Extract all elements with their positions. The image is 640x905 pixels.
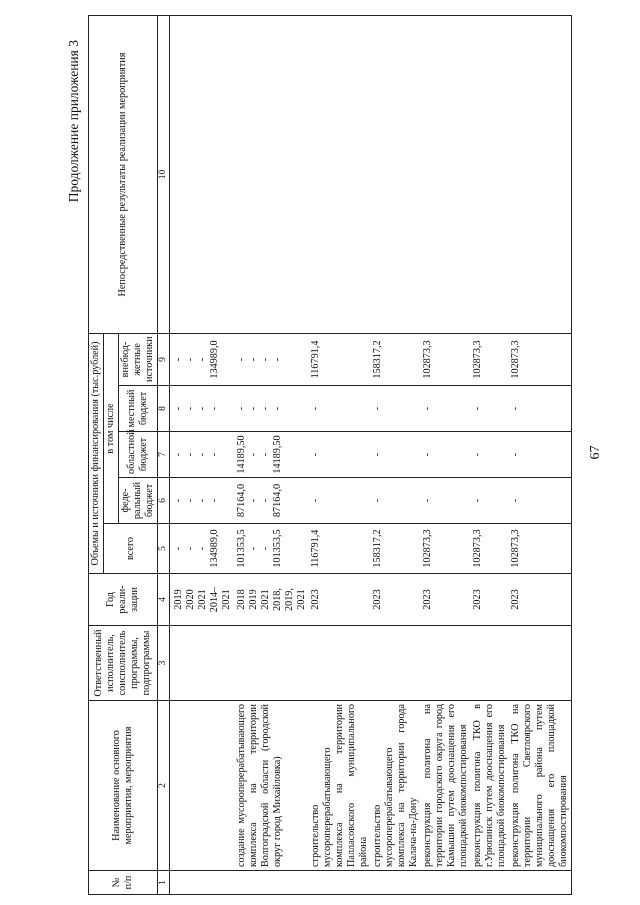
cell-ext — [371, 333, 421, 385]
cell-loc — [509, 386, 572, 432]
cell-total — [170, 524, 235, 574]
table-row — [235, 16, 309, 895]
cell-result — [421, 16, 471, 334]
cell-value: 158317,2 — [371, 529, 383, 568]
cell-activity-name: строительство мусороперерабатывающего комплекса на территории города Калача-на-Дону — [371, 701, 421, 871]
cell-value: 2021 — [197, 589, 209, 610]
cell-value: 2018, 2019, 2021 — [271, 588, 307, 611]
column-number: 1 — [158, 871, 170, 895]
cell-value: 2021 — [259, 589, 271, 610]
cell-value: - — [510, 452, 522, 457]
cell-ext — [235, 333, 309, 385]
cell-value: - — [472, 498, 484, 503]
cell-fed — [235, 478, 309, 524]
cell-value: 116791,4 — [309, 529, 321, 568]
column-number: 3 — [158, 626, 170, 701]
cell-value: 14189,50 — [235, 435, 247, 474]
cell-responsible — [170, 626, 235, 701]
cell-value: - — [259, 452, 271, 457]
cell-value: - — [247, 357, 259, 362]
cell-value: - — [247, 546, 259, 551]
cell-total — [235, 524, 309, 574]
cell-value: - — [371, 452, 383, 457]
cell-value: - — [247, 406, 259, 411]
cell-reg — [371, 432, 421, 478]
cell-no — [509, 871, 572, 895]
cell-value: - — [185, 357, 197, 362]
column-number: 9 — [158, 333, 170, 385]
header-finance: Объемы и источники финансирования (тыс.рублей) — [89, 333, 104, 573]
cell-total — [421, 524, 471, 574]
cell-value: - — [510, 406, 522, 411]
column-number: 4 — [158, 574, 170, 626]
header-year: Год реали-зации — [89, 574, 158, 626]
cell-value: - — [235, 357, 247, 362]
cell-value: - — [197, 406, 209, 411]
table-row — [170, 16, 235, 895]
cell-no — [371, 871, 421, 895]
cell-activity-name: строительство мусороперерабатывающего комплекса на территории Палласовского муниципального района — [309, 701, 371, 871]
cell-fed — [371, 478, 421, 524]
cell-value: - — [309, 452, 321, 457]
cell-value: 102873,3 — [510, 529, 522, 568]
cell-fed — [170, 478, 235, 524]
cell-value: - — [271, 357, 283, 362]
cell-value: - — [472, 406, 484, 411]
cell-value: 87164,0 — [235, 483, 247, 518]
cell-value: 2014–2021 — [209, 586, 233, 613]
cell-years — [421, 574, 471, 626]
cell-value: - — [472, 452, 484, 457]
cell-value: 102873,3 — [472, 340, 484, 379]
column-number: 10 — [158, 16, 170, 334]
cell-total — [309, 524, 371, 574]
cell-responsible — [509, 626, 572, 701]
cell-activity-name: реконструкция полигона ТКО в г.Урюпинск путем дооснащения его площадкой биокомпостирования — [471, 701, 509, 871]
cell-fed — [509, 478, 572, 524]
cell-value: 2020 — [185, 589, 197, 610]
cell-value: - — [173, 357, 185, 362]
column-number: 2 — [158, 701, 170, 871]
cell-ext — [309, 333, 371, 385]
column-number: 6 — [158, 478, 170, 524]
cell-ext — [471, 333, 509, 385]
cell-result — [235, 16, 309, 334]
cell-activity-name: реконструкция полигона на территории городского округа город Камышин путем дооснащения его площадкой биокомпостирования — [421, 701, 471, 871]
cell-activity-name: реконструкция полигона ТКО на территории Светлоярского муниципального района путем дооснащения его площадкой биокомпостирования — [509, 701, 572, 871]
cell-total — [371, 524, 421, 574]
column-number: 5 — [158, 524, 170, 574]
cell-activity-name — [170, 701, 235, 871]
cell-responsible — [235, 626, 309, 701]
column-number: 8 — [158, 386, 170, 432]
cell-no — [471, 871, 509, 895]
cell-value: - — [259, 546, 271, 551]
cell-value: - — [173, 546, 185, 551]
cell-value: 134989,0 — [209, 340, 221, 379]
cell-years — [235, 574, 309, 626]
cell-value: 2019 — [247, 589, 259, 610]
cell-result — [170, 16, 235, 334]
table-row — [371, 16, 421, 895]
cell-value: 2018 — [235, 589, 247, 610]
cell-value: 87164,0 — [271, 483, 283, 518]
cell-value: - — [209, 452, 221, 457]
cell-activity-name: создание мусороперерабатывающего комплекса на территории Волгоградской области (городской округ город Михайловка) — [235, 701, 309, 871]
cell-value: - — [259, 357, 271, 362]
header-federal: феде-ральный бюджет — [119, 478, 158, 524]
cell-value: - — [197, 546, 209, 551]
cell-value: - — [197, 498, 209, 503]
cell-value: 101353,5 — [271, 529, 283, 568]
cell-value: - — [421, 498, 433, 503]
cell-responsible — [421, 626, 471, 701]
cell-value: - — [185, 498, 197, 503]
cell-result — [509, 16, 572, 334]
cell-fed — [421, 478, 471, 524]
header-including: в том числе — [104, 333, 119, 523]
cell-value: - — [185, 406, 197, 411]
cell-value: - — [510, 498, 522, 503]
cell-years — [509, 574, 572, 626]
cell-value: - — [271, 406, 283, 411]
cell-loc — [421, 386, 471, 432]
cell-value: 102873,3 — [472, 529, 484, 568]
program-table — [88, 15, 572, 895]
cell-value: - — [247, 498, 259, 503]
cell-value: - — [197, 357, 209, 362]
header-extrabudget: внебюд-жетные источники — [119, 333, 158, 385]
cell-value: - — [173, 498, 185, 503]
cell-value: 102873,3 — [510, 340, 522, 379]
page-number: 67 — [588, 445, 603, 460]
cell-value: - — [421, 406, 433, 411]
cell-result — [309, 16, 371, 334]
cell-value: - — [197, 452, 209, 457]
cell-reg — [509, 432, 572, 478]
cell-value: 102873,3 — [421, 529, 433, 568]
cell-value: 134989,0 — [209, 529, 221, 568]
cell-value: 101353,5 — [235, 529, 247, 568]
cell-reg — [235, 432, 309, 478]
cell-value: 14189,50 — [271, 435, 283, 474]
cell-loc — [170, 386, 235, 432]
cell-value: 2023 — [421, 589, 433, 610]
table-row — [421, 16, 471, 895]
table-row — [509, 16, 572, 895]
cell-loc — [309, 386, 371, 432]
cell-loc — [471, 386, 509, 432]
header-result: Непосредственные результаты реализации мероприятия — [89, 16, 158, 334]
cell-no — [309, 871, 371, 895]
cell-value: - — [173, 406, 185, 411]
cell-value: 2019 — [173, 589, 185, 610]
cell-reg — [471, 432, 509, 478]
column-number: 7 — [158, 432, 170, 478]
header-no: № п/п — [89, 871, 158, 895]
table-row — [309, 16, 371, 895]
cell-ext — [421, 333, 471, 385]
table-body — [170, 16, 572, 895]
cell-reg — [421, 432, 471, 478]
cell-reg — [309, 432, 371, 478]
cell-value: - — [235, 406, 247, 411]
header-total: всего — [104, 524, 158, 574]
cell-value: - — [259, 406, 271, 411]
cell-total — [509, 524, 572, 574]
cell-value: - — [371, 498, 383, 503]
cell-value: - — [247, 452, 259, 457]
cell-value: 2023 — [309, 589, 321, 610]
cell-value: - — [185, 546, 197, 551]
cell-loc — [235, 386, 309, 432]
cell-value: 116791,4 — [309, 340, 321, 379]
cell-value: 158317,2 — [371, 340, 383, 379]
header-responsible: Ответственный исполнитель, соисполнитель программы, подпрограммы — [89, 626, 158, 701]
header-regional: областной бюджет — [119, 432, 158, 478]
cell-value: 2023 — [472, 589, 484, 610]
cell-responsible — [471, 626, 509, 701]
header-name: Наименование основного мероприятия, мероприятия — [89, 701, 158, 871]
cell-years — [170, 574, 235, 626]
cell-no — [170, 871, 235, 895]
cell-responsible — [371, 626, 421, 701]
cell-value: 2023 — [371, 589, 383, 610]
cell-years — [471, 574, 509, 626]
cell-value: - — [371, 406, 383, 411]
cell-value: - — [259, 498, 271, 503]
cell-result — [371, 16, 421, 334]
cell-value: 2023 — [510, 589, 522, 610]
cell-fed — [309, 478, 371, 524]
cell-responsible — [309, 626, 371, 701]
cell-fed — [471, 478, 509, 524]
cell-value: - — [185, 452, 197, 457]
cell-loc — [371, 386, 421, 432]
continuation-label: Продолжение приложения 3 — [66, 40, 81, 203]
cell-reg — [170, 432, 235, 478]
cell-result — [471, 16, 509, 334]
cell-value: - — [309, 406, 321, 411]
table-row — [471, 16, 509, 895]
cell-no — [235, 871, 309, 895]
cell-value: 102873,3 — [421, 340, 433, 379]
cell-value: - — [209, 498, 221, 503]
cell-value: - — [421, 452, 433, 457]
cell-years — [309, 574, 371, 626]
cell-total — [471, 524, 509, 574]
cell-no — [421, 871, 471, 895]
cell-value: - — [209, 406, 221, 411]
cell-years — [371, 574, 421, 626]
header-local: местный бюджет — [119, 386, 158, 432]
cell-value: - — [309, 498, 321, 503]
cell-ext — [509, 333, 572, 385]
cell-ext — [170, 333, 235, 385]
cell-value: - — [173, 452, 185, 457]
column-numbers-row — [158, 16, 170, 895]
